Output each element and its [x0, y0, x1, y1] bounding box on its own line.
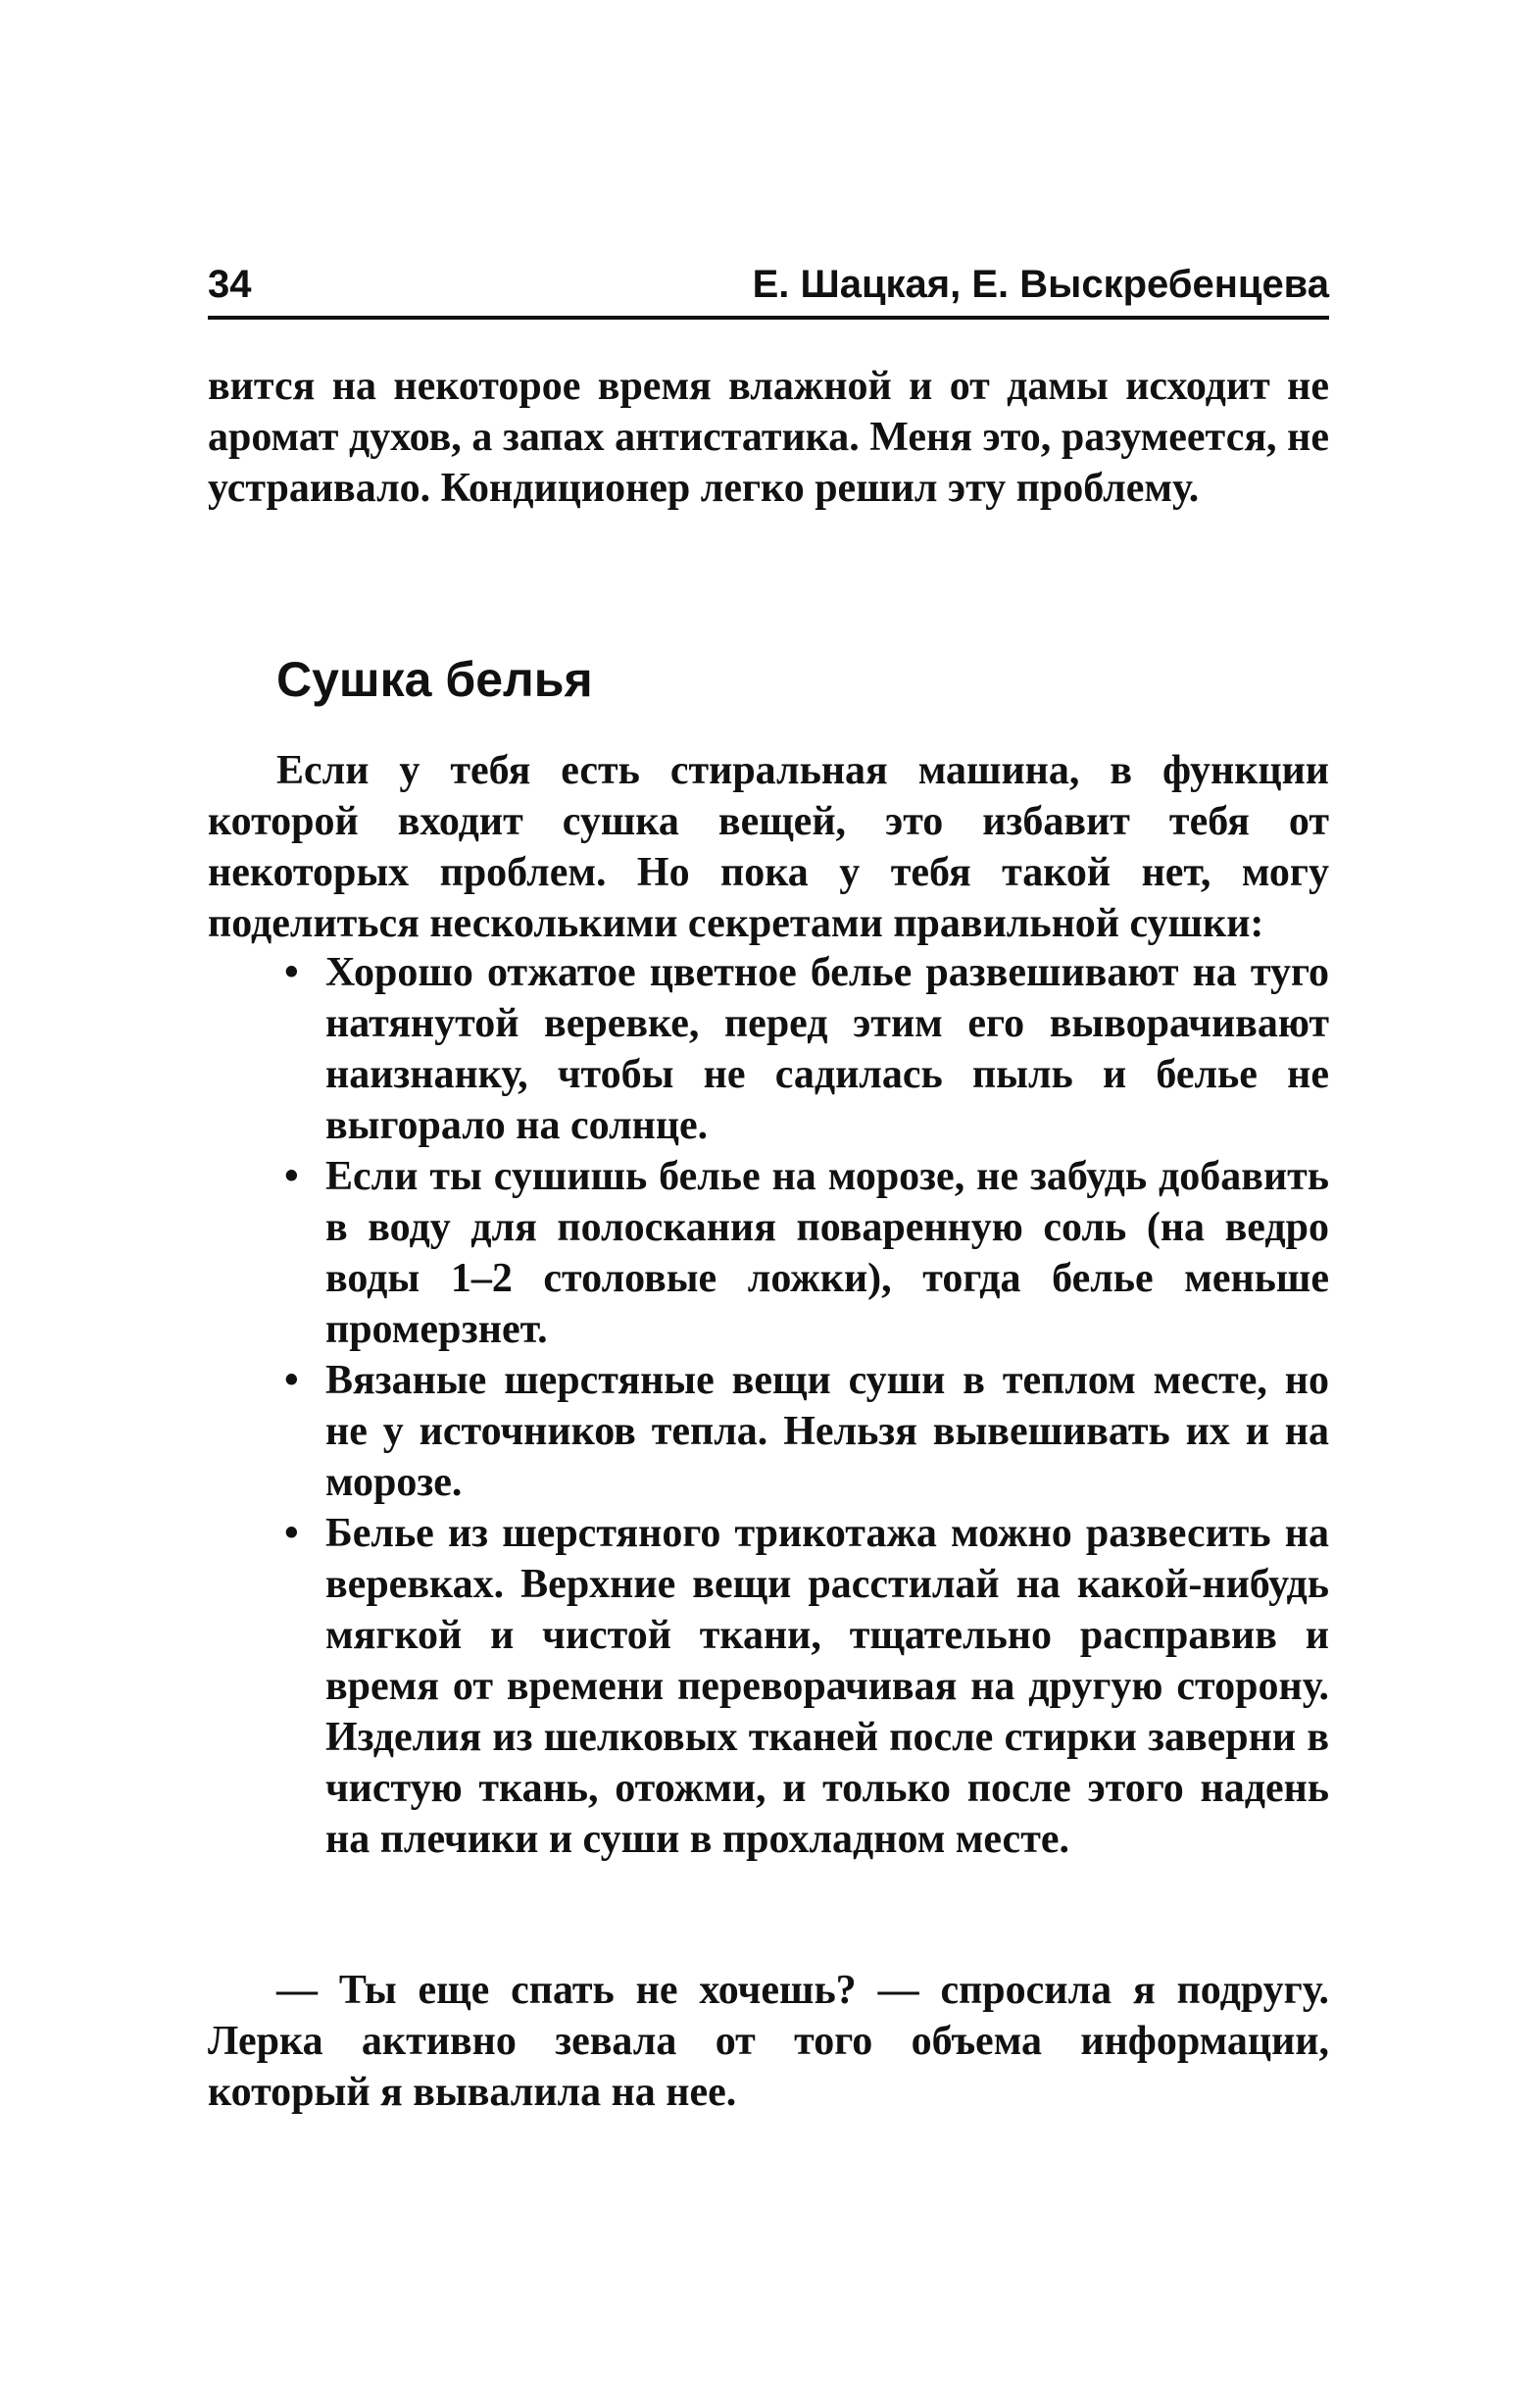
section-title: Сушка белья: [276, 652, 593, 707]
running-head: [208, 257, 1329, 320]
bullet-icon: •: [284, 1511, 299, 1556]
running-head-authors: Е. Шацкая, Е. Выскребенцева: [752, 263, 1329, 306]
page-number: 34: [208, 263, 252, 306]
bullet-icon: •: [284, 950, 299, 995]
dialog-paragraph: — Ты еще спать не хочешь? — спросила я подругу. Лерка активно зевала от того объема информации, который я вывалила на нее.: [208, 1968, 1329, 2115]
bullet-text: Белье из шерстяного трикотажа можно развесить на веревках. Верхние вещи расстилай на какой-нибудь мягкой и чистой ткани, тщательно расправив и время от времени переворачивая на другую сторону. Изделия из шелковых тканей после стирки заверни в чистую ткань, отожми, и только после этого надень на плечики и суши в прохладном месте.: [325, 1511, 1329, 1862]
bullet-text: Хорошо отжатое цветное белье развешивают на туго натянутой веревке, перед этим его выворачивают наизнанку, чтобы не садилась пыль и белье не выгорало на солнце.: [325, 950, 1329, 1148]
bullet-text: Вязаные шерстяные вещи суши в теплом месте, но не у источников тепла. Нельзя вывешивать их и на морозе.: [325, 1358, 1329, 1505]
bullet-item: [208, 1151, 1329, 1355]
main-paragraph: Если у тебя есть стиральная машина, в функции которой входит сушка вещей, это избавит тебя от некоторых проблем. Но пока у тебя такой нет, могу поделиться несколькими секретами правильной сушки:: [208, 748, 1329, 946]
bullet-icon: •: [284, 1154, 299, 1199]
bullet-item: [208, 1355, 1329, 1508]
bullet-text: Если ты сушишь белье на морозе, не забудь добавить в воду для полоскания поваренную соль (на ведро воды 1–2 столовые ложки), тогда белье меньше промерзнет.: [325, 1154, 1329, 1352]
bullet-item: [208, 1508, 1329, 1865]
bullet-list: [208, 947, 1329, 1865]
intro-paragraph: вится на некоторое время влажной и от дамы исходит не аромат духов, а запах антистатика. Меня это, разумеется, не устраивало. Кондиционер легко решил эту проблему.: [208, 364, 1329, 511]
bullet-item: [208, 947, 1329, 1151]
bullet-icon: •: [284, 1358, 299, 1403]
